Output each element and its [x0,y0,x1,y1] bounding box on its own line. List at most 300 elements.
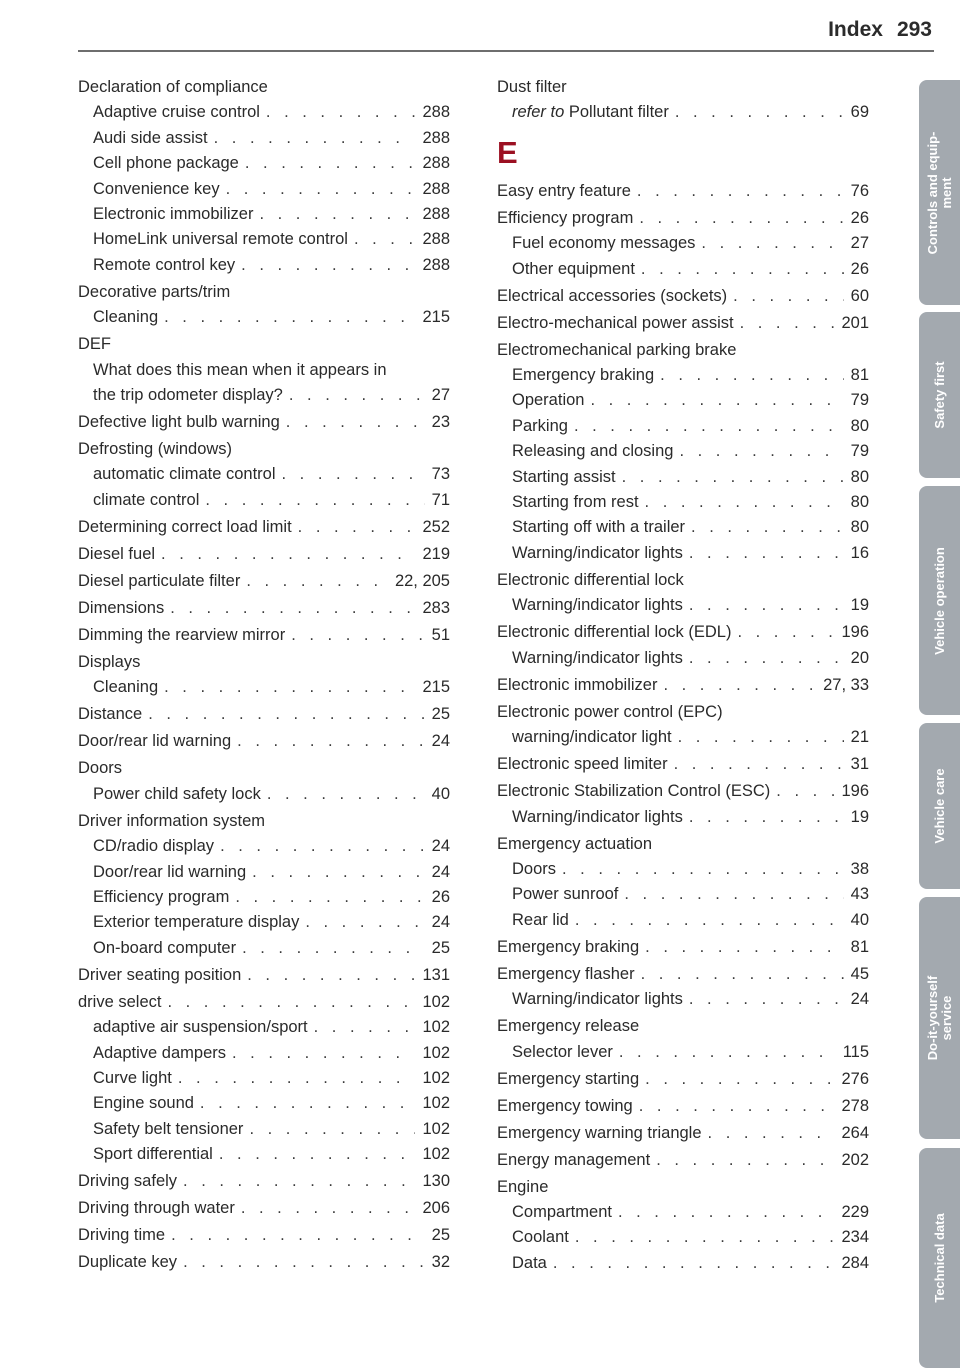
dot-leader [708,1121,835,1146]
index-subentry [497,1225,869,1250]
dot-leader [590,388,843,413]
dot-leader [740,311,835,336]
dot-leader [562,857,844,882]
dot-leader [242,936,425,961]
dot-leader [246,569,388,594]
entry-text: Remote control key [93,255,236,274]
entry-text: the trip odometer display? [93,386,283,405]
page-reference: 20 [850,648,869,667]
entry-text: Cell phone package [93,154,239,173]
entry-text: Compartment [512,1202,612,1221]
page-reference: 43 [850,885,869,904]
index-entry [497,752,869,777]
index-entry [78,75,450,100]
entry-text: Electronic power control (EPC) [497,702,723,721]
entry-text: Emergency release [497,1017,640,1036]
page-reference: 131 [422,965,450,984]
index-subentry [497,1200,869,1225]
index-subentry [497,414,869,439]
index-subentry [78,1117,450,1142]
entry-text: What does this mean when it appears in [93,360,387,379]
entry-text: Emergency braking [497,937,640,956]
index-entry [78,569,450,594]
dot-leader [689,987,844,1012]
page-reference: 229 [841,1202,869,1221]
index-entry [78,437,450,462]
page-reference: 284 [841,1253,869,1272]
dot-leader [637,179,844,204]
page-reference: 51 [431,625,450,644]
dot-leader [314,1015,416,1040]
dot-leader [148,702,424,727]
page-reference: 288 [422,103,450,122]
page-reference: 24 [431,732,450,751]
dot-leader [282,462,425,487]
index-subentry [497,257,869,282]
entry-text: HomeLink universal remote control [93,230,348,249]
dot-leader [183,1169,415,1194]
dot-leader [553,1251,835,1276]
page-reference: 219 [422,544,450,563]
page-reference: 202 [841,1150,869,1169]
dot-leader [689,541,844,566]
index-subentry [78,358,450,383]
dot-leader [183,1250,425,1275]
page-reference: 80 [850,416,869,435]
dot-leader [161,542,415,567]
index-subentry [78,1015,450,1040]
page-reference: 102 [422,1018,450,1037]
page-reference: 288 [422,179,450,198]
page-reference: 80 [850,518,869,537]
entry-text: Starting off with a trailer [512,518,686,537]
index-entry [78,332,450,357]
entry-text: Emergency towing [497,1096,633,1115]
entry-text: Decorative parts/trim [78,282,231,301]
entry-text: Electrical accessories (sockets) [497,286,728,305]
page-reference: 79 [850,442,869,461]
index-subentry [497,805,869,830]
entry-text: Selector lever [512,1042,613,1061]
page-reference: 27, 33 [823,675,869,694]
dot-leader [289,383,425,408]
index-entry [497,1067,869,1092]
dot-leader [232,1041,415,1066]
dot-leader [249,1117,415,1142]
page-reference: 81 [850,366,869,385]
page-reference: 25 [431,1226,450,1245]
index-column-left [78,75,450,1276]
index-entry [497,568,869,593]
entry-text: Declaration of compliance [78,78,268,96]
index-entry [78,1223,450,1248]
index-subentry [78,305,450,330]
page-reference: 201 [841,313,869,332]
index-entry [497,700,869,725]
index-entry [497,311,869,336]
entry-text: Defective light bulb warning [78,413,280,432]
index-subentry [497,646,869,671]
entry-text: Warning/indicator lights [512,648,683,667]
cross-reference-label: refer to [512,103,565,122]
entry-text: Emergency actuation [497,834,653,853]
entry-text: Diesel fuel [78,544,156,563]
page-reference: 288 [422,230,450,249]
entry-text: adaptive air suspension/sport [93,1018,308,1037]
entry-text: Coolant [512,1228,569,1247]
page-reference: 19 [850,807,869,826]
page-reference: 38 [850,859,869,878]
page-reference: 69 [850,103,869,122]
entry-text: Electro-mechanical power assist [497,313,734,332]
entry-text: CD/radio display [93,837,215,856]
entry-text: Other equipment [512,259,635,278]
page-reference: 102 [422,1043,450,1062]
page-reference: 24 [431,913,450,932]
entry-text: Displays [78,652,141,671]
section-letter: E [497,134,518,170]
page-reference: 25 [431,705,450,724]
entry-text: Electronic differential lock (EDL) [497,623,732,642]
index-entry [78,650,450,675]
dot-leader [214,126,416,151]
index-subentry [497,857,869,882]
entry-text: Operation [512,391,585,410]
index-entry [497,75,869,100]
dot-leader [575,1225,835,1250]
dot-leader [691,515,844,540]
dot-leader [245,151,416,176]
page-reference: 40 [431,784,450,803]
page-reference: 26 [850,208,869,227]
dot-leader [247,963,415,988]
index-entry [78,280,450,305]
entry-text: Data [512,1253,547,1272]
page-reference: 206 [422,1199,450,1218]
page-reference: 22, 205 [394,571,450,590]
page-reference: 252 [422,517,450,536]
dot-leader [624,882,843,907]
page-reference: 102 [422,1145,450,1164]
index-entry [78,729,450,754]
chapter-tab-label: Do-it-yourself service [924,975,954,1061]
entry-text: Defrosting (windows) [78,440,233,459]
index-entry [497,284,869,309]
page-reference: 276 [841,1069,869,1088]
dot-leader [178,1066,416,1091]
page-reference: 80 [850,493,869,512]
entry-text: drive select [78,992,162,1011]
index-entry [497,620,869,645]
chapter-tab-controls[interactable] [919,80,960,305]
entry-text: Easy entry feature [497,181,631,200]
index-entry [497,832,869,857]
index-entry [78,410,450,435]
page-reference: 24 [431,837,450,856]
page-reference: 76 [850,181,869,200]
page-reference: 234 [841,1228,869,1247]
index-subentry [78,227,450,252]
dot-leader [220,834,425,859]
chapter-tab-technical-data[interactable] [919,1148,960,1368]
entry-text: Warning/indicator lights [512,596,683,615]
index-entry [497,779,869,804]
page-reference: 115 [842,1042,869,1061]
index-subentry [78,253,450,278]
index-subentry [78,488,450,513]
page-header [828,18,932,42]
page-reference: 27 [431,386,450,405]
index-entry [497,1121,869,1146]
page-reference: 130 [422,1172,450,1191]
page-reference: 79 [850,391,869,410]
dot-leader [266,100,416,125]
dot-leader [678,725,844,750]
index-subentry [78,126,450,151]
entry-text: Efficiency program [93,887,230,906]
entry-text: Energy management [497,1150,651,1169]
dot-leader [167,990,415,1015]
page-reference: 80 [850,467,869,486]
index-entry [78,1250,450,1275]
entry-text: Duplicate key [78,1253,178,1272]
dot-leader [237,729,424,754]
index-entry [78,542,450,567]
dot-leader [171,1223,425,1248]
chapter-tab-vehicle-care[interactable] [919,723,960,889]
dot-leader [291,623,424,648]
page-reference: 288 [422,205,450,224]
entry-text: automatic climate control [93,465,276,484]
index-subentry [497,490,869,515]
dot-leader [656,1148,834,1173]
entry-text: Power child safety lock [93,784,261,803]
page-reference: 16 [850,543,869,562]
entry-text: Diesel particulate filter [78,571,241,590]
chapter-tab-safety[interactable] [919,312,960,478]
index-subentry [497,908,869,933]
entry-text: Electronic speed limiter [497,755,668,774]
dot-leader [674,752,844,777]
entry-text: Electronic immobilizer [497,675,658,694]
entry-text: Door/rear lid warning [93,862,247,881]
index-entry [497,1148,869,1173]
page-reference: 32 [431,1253,450,1272]
dot-leader [259,202,415,227]
dot-leader [737,620,834,645]
page-reference: 60 [850,286,869,305]
dot-leader [305,910,424,935]
entry-text: Sport differential [93,1145,213,1164]
entry-text: Dust filter [497,78,567,96]
dot-leader [354,227,416,252]
chapter-tab-label: Vehicle care [931,768,947,844]
page-reference: 23 [431,413,450,432]
entry-text: Power sunroof [512,885,619,904]
dot-leader [639,1094,835,1119]
index-entry [497,1175,869,1200]
index-entry [78,623,450,648]
dot-leader [205,488,424,513]
page-reference: 288 [422,154,450,173]
chapter-tab-diy-service[interactable] [919,897,960,1139]
index-subentry [497,515,869,540]
index-subentry [497,100,869,125]
entry-text: Cleaning [93,308,159,327]
entry-text: Emergency starting [497,1069,640,1088]
entry-text: Cleaning [93,678,159,697]
index-subentry [78,383,450,408]
dot-leader [641,962,844,987]
index-entry [497,935,869,960]
index-subentry [497,882,869,907]
page-reference: 264 [841,1123,869,1142]
entry-text: Releasing and closing [512,442,674,461]
index-entry [497,1014,869,1039]
entry-text: Exterior temperature display [93,913,300,932]
index-subentry [497,987,869,1012]
index-subentry [78,177,450,202]
page-reference: 215 [422,678,450,697]
dot-leader [170,596,415,621]
entry-text: Engine [497,1177,549,1196]
index-entry [497,1094,869,1119]
dot-leader [574,414,844,439]
index-subentry [497,1040,869,1065]
entry-text: Driver seating position [78,965,242,984]
index-subentry [497,231,869,256]
entry-text: Dimensions [78,598,165,617]
dot-leader [575,908,844,933]
index-subentry [78,675,450,700]
index-subentry [78,936,450,961]
dot-leader [660,363,843,388]
index-entry [497,962,869,987]
entry-text: Doors [512,859,557,878]
index-subentry [78,100,450,125]
dot-leader [252,860,424,885]
entry-text: Parking [512,416,568,435]
entry-text: climate control [93,490,200,509]
index-entry [78,990,450,1015]
page-reference: 31 [850,755,869,774]
index-entry [78,596,450,621]
page-reference: 71 [431,490,450,509]
page-reference: 215 [422,308,450,327]
page-reference: 26 [431,887,450,906]
index-subentry [78,1142,450,1167]
dot-leader [219,1142,416,1167]
index-subentry [78,202,450,227]
page-reference: 288 [422,128,450,147]
entry-text: Convenience key [93,179,220,198]
page-reference: 21 [850,728,869,747]
index-subentry [78,151,450,176]
page-reference: 25 [431,938,450,957]
index-entry [78,1169,450,1194]
entry-text: Electronic Stabilization Control (ESC) [497,782,771,801]
page-reference: 283 [422,598,450,617]
entry-text: Fuel economy messages [512,234,696,253]
dot-leader [679,439,843,464]
entry-text: Driver information system [78,811,266,830]
page-number: 293 [896,18,932,41]
index-subentry [497,388,869,413]
dot-leader [164,305,415,330]
entry-text: Audi side assist [93,128,208,147]
chapter-tab-label: Controls and equip- ment [924,131,954,254]
entry-text: On-board computer [93,938,237,957]
index-entry [497,179,869,204]
dot-leader [618,1200,835,1225]
dot-leader [241,253,415,278]
page-reference: 26 [850,259,869,278]
entry-text: Electronic immobilizer [93,205,254,224]
page-reference: 27 [850,234,869,253]
index-entry [78,515,450,540]
entry-text: DEF [78,335,111,354]
dot-leader [298,515,416,540]
page-reference: 102 [422,1094,450,1113]
dot-leader [776,779,834,804]
index-entry [497,673,869,698]
index-subentry [78,885,450,910]
index-subentry [78,462,450,487]
page-reference: 40 [850,910,869,929]
index-subentry [497,541,869,566]
dot-leader [689,646,844,671]
index-subentry [78,1066,450,1091]
index-subentry [78,782,450,807]
index-subentry [497,363,869,388]
entry-text: Door/rear lid warning [78,732,232,751]
chapter-tab-label: Safety first [931,361,947,429]
entry-text: Driving safely [78,1172,178,1191]
dot-leader [663,673,816,698]
entry-text: Efficiency program [497,208,634,227]
dot-leader [200,1091,416,1116]
index-entry [497,338,869,363]
entry-text: Adaptive dampers [93,1043,226,1062]
index-subentry [497,439,869,464]
index-entry [78,963,450,988]
index-subentry [497,465,869,490]
dot-leader [622,465,844,490]
page-reference: 19 [850,596,869,615]
dot-leader [645,490,844,515]
entry-text: Curve light [93,1068,172,1087]
cross-reference-target: Pollutant filter [568,103,669,122]
entry-text: Rear lid [512,910,569,929]
index-subentry [497,725,869,750]
entry-text: Driving time [78,1226,166,1245]
index-entry [78,756,450,781]
index-entry [78,702,450,727]
page-reference: 24 [850,990,869,1009]
dot-leader [164,675,415,700]
entry-text: Safety belt tensioner [93,1119,244,1138]
page-reference: 102 [422,1068,450,1087]
page-reference: 24 [431,862,450,881]
chapter-tab-vehicle-operation[interactable] [919,486,960,715]
index-entry [497,206,869,231]
entry-text: Warning/indicator lights [512,543,683,562]
dot-leader [641,257,844,282]
page-reference: 73 [431,465,450,484]
index-column-right [497,75,869,1276]
index-subentry [497,593,869,618]
entry-text: Electromechanical parking brake [497,340,737,359]
